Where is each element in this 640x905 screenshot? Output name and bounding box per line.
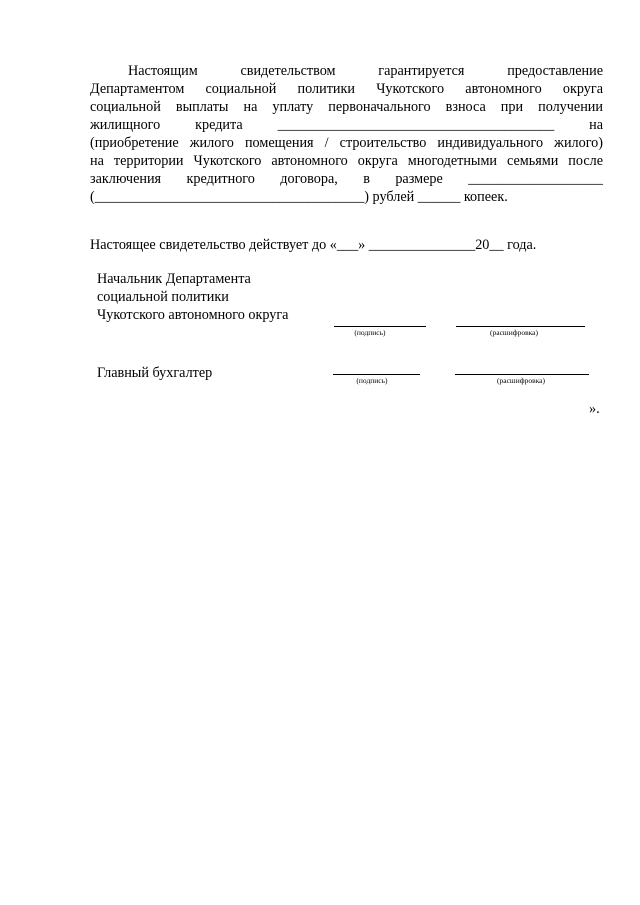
accountant-title: Главный бухгалтер <box>97 365 213 381</box>
paragraph-line-7: заключения кредитного договора, в размере ___________________ <box>90 171 603 187</box>
accountant-signature-caption: (подпись) <box>356 376 388 385</box>
head-signature-line <box>334 326 426 327</box>
accountant-signature-line <box>333 374 420 375</box>
head-title-line-1: Начальник Департамента <box>97 271 251 287</box>
paragraph-line-3: социальной выплаты на уплату первоначального взноса при получении <box>90 99 603 115</box>
paragraph-line-4: жилищного кредита _______________________________________ на <box>90 117 603 133</box>
accountant-decoding-line <box>455 374 589 375</box>
paragraph-line-8: (______________________________________) рублей ______ копеек. <box>90 189 508 205</box>
head-decoding-line <box>456 326 585 327</box>
paragraph-line-6: на территории Чукотского автономного округа многодетными семьями после <box>90 153 603 169</box>
head-decoding-caption: (расшифровка) <box>490 328 538 337</box>
paragraph-line-1: Настоящим свидетельством гарантируется предоставление <box>128 63 603 79</box>
head-title-line-2: социальной политики <box>97 289 229 305</box>
paragraph-line-2: Департаментом социальной политики Чукотского автономного округа <box>90 81 603 97</box>
validity-line: Настоящее свидетельство действует до «___» _______________20__ года. <box>90 237 537 253</box>
head-title-line-3: Чукотского автономного округа <box>97 307 289 323</box>
paragraph-line-5: (приобретение жилого помещения / строительство индивидуального жилого) <box>90 135 603 151</box>
head-signature-caption: (подпись) <box>354 328 386 337</box>
accountant-decoding-caption: (расшифровка) <box>497 376 545 385</box>
closing-quote: ». <box>589 401 600 417</box>
